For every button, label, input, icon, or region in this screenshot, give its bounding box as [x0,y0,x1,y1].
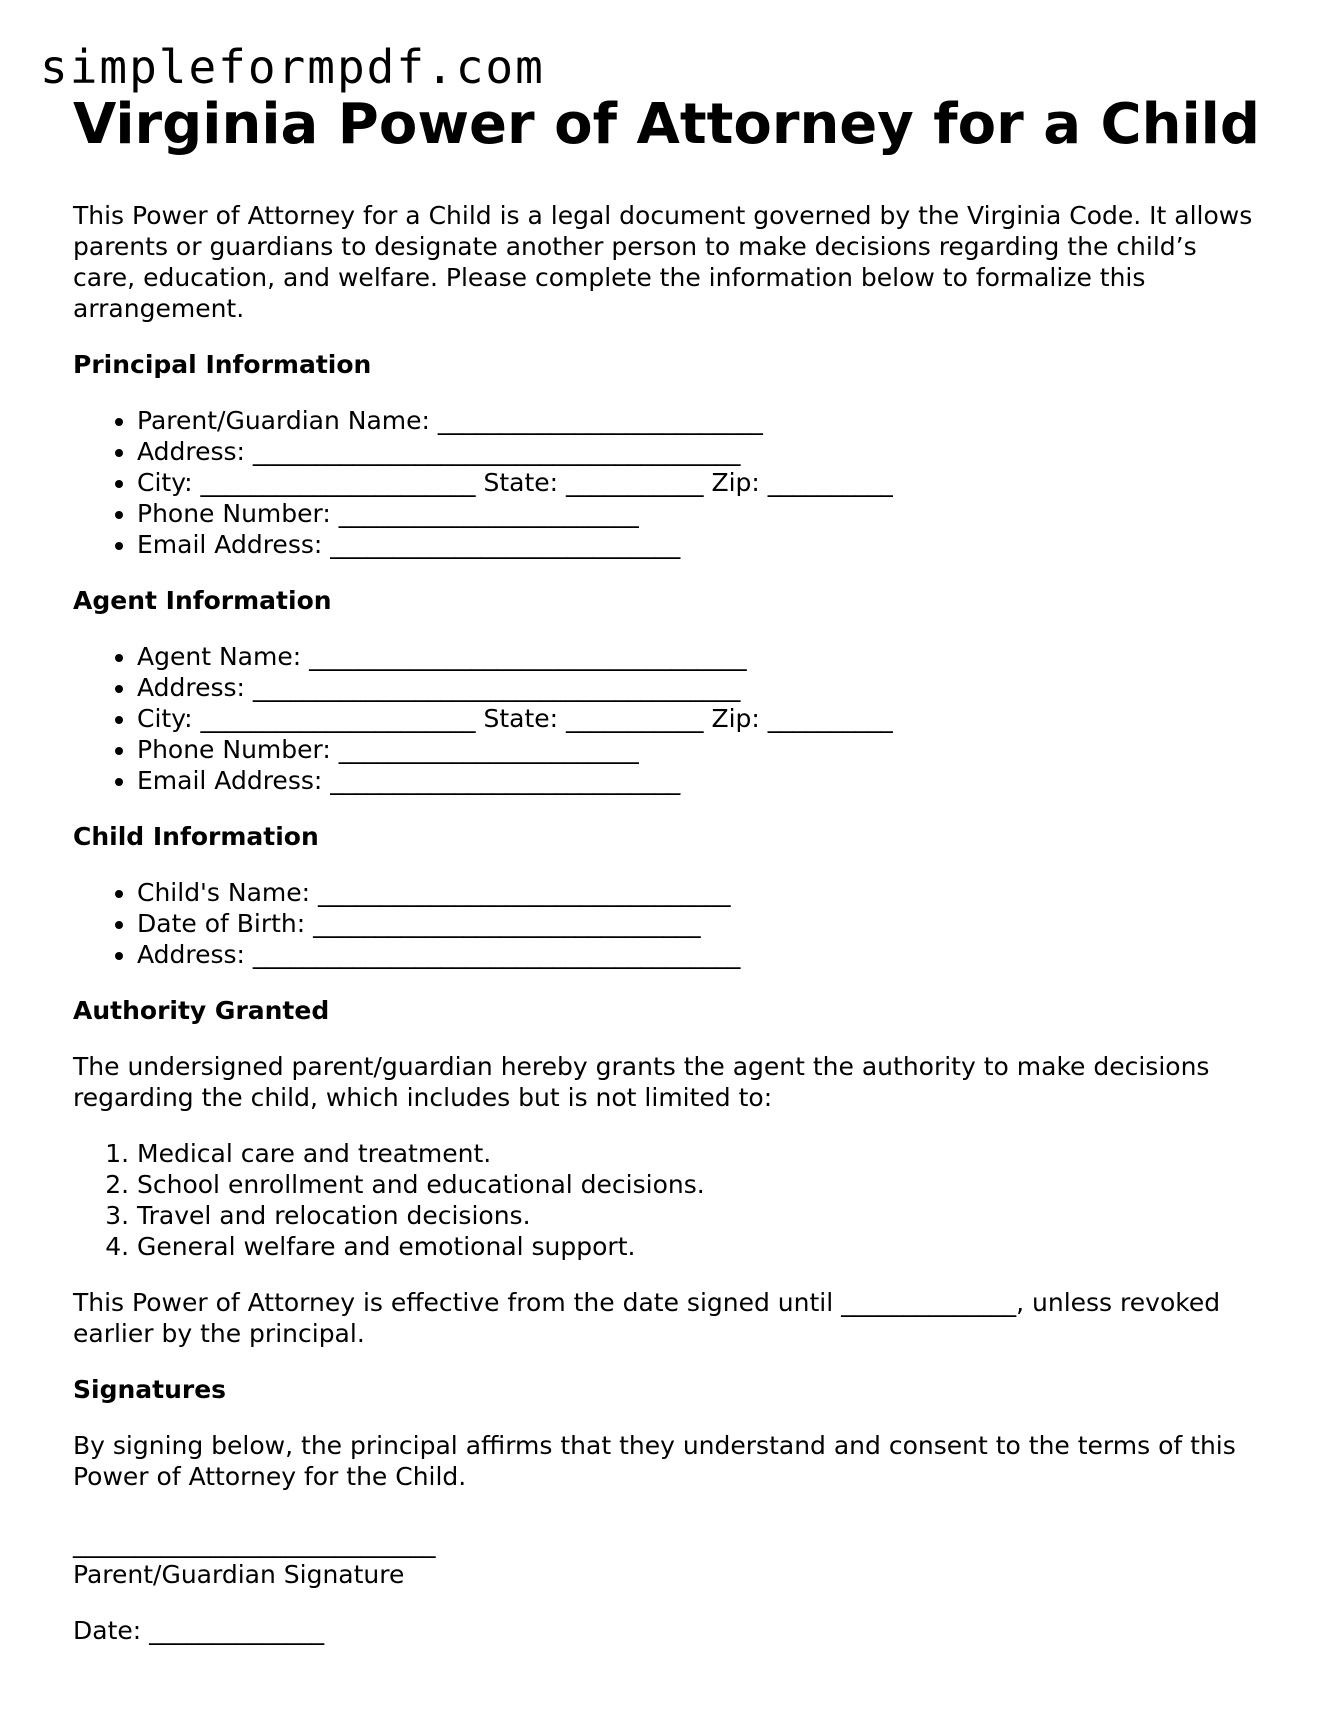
authority-heading: Authority Granted [73,996,330,1025]
authority-item: 2. School enrollment and educational decisions. [137,1169,1263,1200]
agent-name-field[interactable]: • Agent Name: ___________________________________ [137,641,1263,672]
authority-item: 4. General welfare and emotional support. [137,1231,1263,1262]
principal-address-field[interactable]: • Address: _______________________________________ [137,436,1263,467]
agent-email-field[interactable]: • Email Address: ____________________________ [137,765,1263,796]
signature-date-field[interactable]: Date: ______________ [73,1616,325,1645]
effective-date-field[interactable]: This Power of Attorney is effective from the date signed until ______________, unless revoked earlier by the principal. [73,1288,1221,1348]
agent-phone-field[interactable]: • Phone Number: ________________________ [137,734,1263,765]
agent-heading: Agent Information [73,586,332,615]
agent-address-field[interactable]: • Address: _______________________________________ [137,672,1263,703]
authority-item: 1. Medical care and treatment. [137,1138,1263,1169]
agent-city-state-zip-field[interactable]: • City: ______________________ State: ___________ Zip: __________ [137,703,1263,734]
authority-list [73,1138,1263,1262]
child-dob-field[interactable]: • Date of Birth: _______________________________ [137,908,1263,939]
intro-paragraph: This Power of Attorney for a Child is a legal document governed by the Virginia Code. It allows parents or guardians to designate another person to make decisions regarding the child’s care, education, and welfare. Please complete the information below to formalize this arrangement. [73,201,1253,323]
signature-label: Parent/Guardian Signature [73,1560,405,1589]
signature-line[interactable]: _____________________________ [73,1529,436,1558]
principal-list [73,405,1263,560]
signatures-heading: Signatures [73,1375,227,1404]
authority-intro: The undersigned parent/guardian hereby grants the agent the authority to make decisions regarding the child, which includes but is not limited to: [73,1052,1210,1112]
principal-city-state-zip-field[interactable]: • City: ______________________ State: ___________ Zip: __________ [137,467,1263,498]
principal-email-field[interactable]: • Email Address: ____________________________ [137,529,1263,560]
principal-name-field[interactable]: • Parent/Guardian Name: __________________________ [137,405,1263,436]
page-title: Virginia Power of Attorney for a Child [73,92,1260,157]
document [73,88,1263,1646]
principal-phone-field[interactable]: • Phone Number: ________________________ [137,498,1263,529]
child-heading: Child Information [73,822,319,851]
child-name-field[interactable]: • Child's Name: _________________________________ [137,877,1263,908]
signatures-text: By signing below, the principal affirms that they understand and consent to the terms of this Power of Attorney for the Child. [73,1431,1236,1491]
child-address-field[interactable]: • Address: _______________________________________ [137,939,1263,970]
watermark: simpleformpdf.com [40,40,545,94]
principal-heading: Principal Information [73,350,372,379]
authority-item: 3. Travel and relocation decisions. [137,1200,1263,1231]
child-list [73,877,1263,970]
agent-list [73,641,1263,796]
